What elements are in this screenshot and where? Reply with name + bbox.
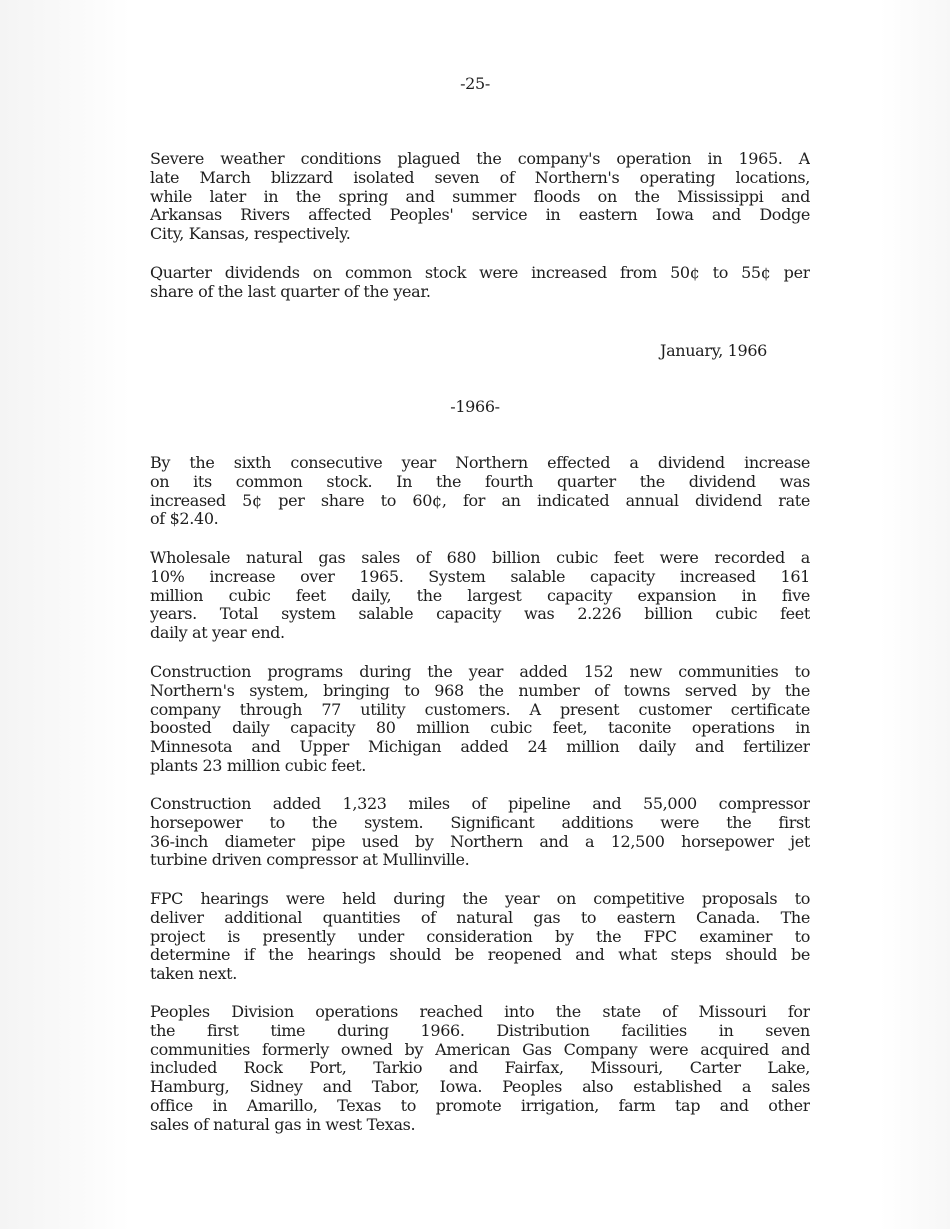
text-line: Minnesota and Upper Michigan added 24 million daily and fertilizer <box>150 738 810 757</box>
text-line: Peoples Division operations reached into the state of Missouri for <box>150 1003 810 1021</box>
paragraph-gas-sales <box>150 549 810 643</box>
text-line: By the sixth consecutive year Northern effected a dividend increase <box>150 454 810 472</box>
text-line: sales of natural gas in west Texas. <box>150 1115 416 1134</box>
paragraph-construction-programs <box>150 663 810 776</box>
text-line: Hamburg, Sidney and Tabor, Iowa. Peoples also established a sales <box>150 1078 810 1097</box>
text-line: 10% increase over 1965. System salable capacity increased 161 <box>150 567 810 586</box>
text-line: Arkansas Rivers affected Peoples' service in eastern Iowa and Dodge <box>150 206 810 225</box>
text-line: on its common stock. In the fourth quarter the dividend was <box>150 472 810 491</box>
text-line: late March blizzard isolated seven of Northern's operating locations, <box>150 168 810 187</box>
paragraph-fpc-hearings <box>150 890 810 984</box>
section-heading-1966: -1966- <box>450 397 500 416</box>
paragraph-weather <box>150 150 810 244</box>
text-line: plants 23 million cubic feet. <box>150 756 366 775</box>
text-line: City, Kansas, respectively. <box>150 225 351 244</box>
text-line: office in Amarillo, Texas to promote irrigation, farm tap and other <box>150 1096 810 1115</box>
paragraph-quarter-dividends <box>150 264 810 302</box>
text-line: taken next. <box>150 965 237 984</box>
date-line: January, 1966 <box>660 341 768 360</box>
text-line: the first time during 1966. Distribution facilities in seven <box>150 1021 810 1040</box>
paragraph-peoples-division <box>150 1003 810 1135</box>
text-line: Severe weather conditions plagued the company's operation in 1965. A <box>150 150 810 168</box>
page-number: -25- <box>460 74 490 93</box>
text-line: horsepower to the system. Significant additions were the first <box>150 813 810 832</box>
text-line: Northern's system, bringing to 968 the number of towns served by the <box>150 681 810 700</box>
text-line: while later in the spring and summer floods on the Mississippi and <box>150 187 810 206</box>
paragraph-pipeline-construction <box>150 795 810 870</box>
text-line: turbine driven compressor at Mullinville. <box>150 851 470 870</box>
text-line: included Rock Port, Tarkio and Fairfax, Missouri, Carter Lake, <box>150 1059 810 1078</box>
text-line: determine if the hearings should be reopened and what steps should be <box>150 946 810 965</box>
text-line: daily at year end. <box>150 624 285 643</box>
text-line: Wholesale natural gas sales of 680 billion cubic feet were recorded a <box>150 549 810 567</box>
text-line: share of the last quarter of the year. <box>150 282 431 301</box>
text-line: Quarter dividends on common stock were increased from 50¢ to 55¢ per <box>150 264 810 282</box>
text-line: communities formerly owned by American Gas Company were acquired and <box>150 1040 810 1059</box>
text-line: 36-inch diameter pipe used by Northern and a 12,500 horsepower jet <box>150 832 810 851</box>
text-line: FPC hearings were held during the year on competitive proposals to <box>150 890 810 908</box>
text-line: deliver additional quantities of natural gas to eastern Canada. The <box>150 908 810 927</box>
text-line: project is presently under consideration by the FPC examiner to <box>150 927 810 946</box>
text-line: increased 5¢ per share to 60¢, for an indicated annual dividend rate <box>150 491 810 510</box>
text-line: million cubic feet daily, the largest capacity expansion in five <box>150 586 810 605</box>
text-line: Construction added 1,323 miles of pipeline and 55,000 compressor <box>150 795 810 813</box>
text-line: Construction programs during the year added 152 new communities to <box>150 663 810 681</box>
paragraph-dividend-increase <box>150 454 810 529</box>
text-line: of $2.40. <box>150 510 219 529</box>
text-line: years. Total system salable capacity was 2.226 billion cubic feet <box>150 605 810 624</box>
text-line: company through 77 utility customers. A present customer certificate <box>150 700 810 719</box>
text-line: boosted daily capacity 80 million cubic feet, taconite operations in <box>150 719 810 738</box>
